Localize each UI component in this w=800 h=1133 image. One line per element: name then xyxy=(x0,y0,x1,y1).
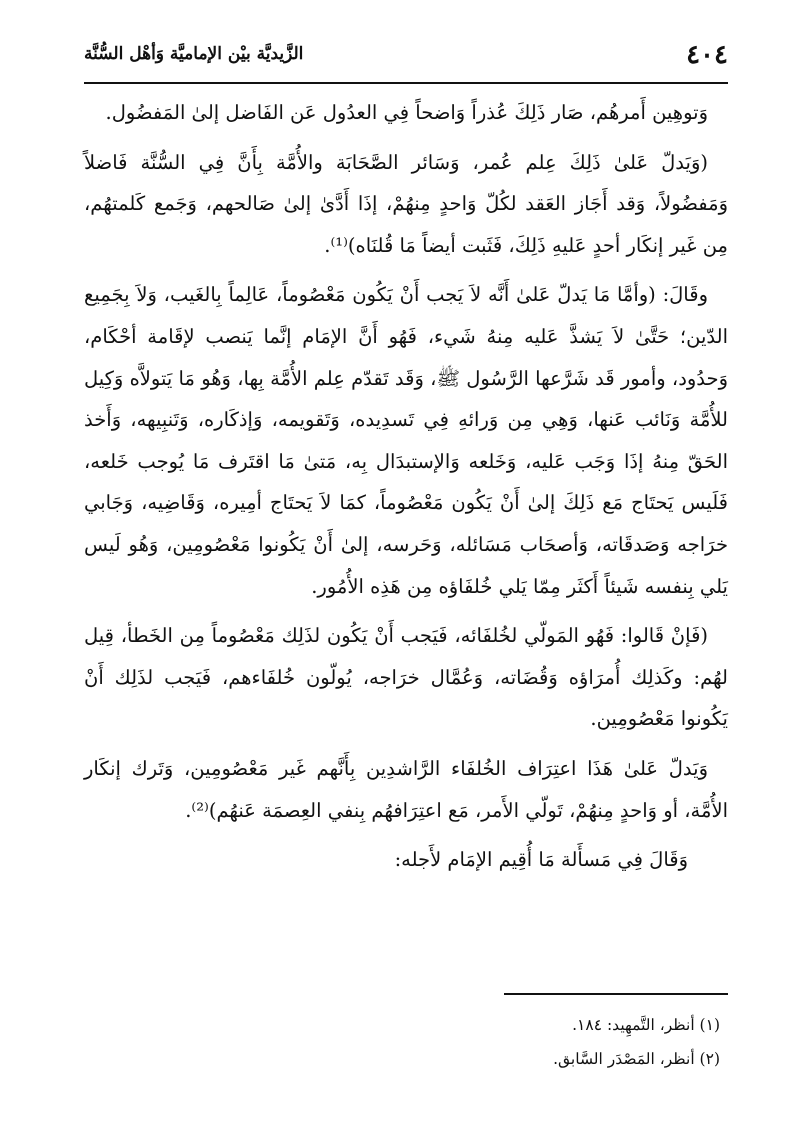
paragraph: (فَإنْ قَالوا: فَهُو المَولّي لخُلفَائه، فَيَجب أَنْ يَكُون لذَلِك مَعْصُوماً مِن الخَطأ، قِيل لهُم: وكَذلِك أُمرَاؤه وَقُضَاته، وَعُمَّال خرَاجه، يُولّون خُلفَاءهم، فَيَجب لذَلِك أَنْ يَكُونوا مَعْصُومِين. xyxy=(84,624,728,731)
paragraph: وَقَالَ فِي مَسأَلة مَا أُقِيم الإمَام لأَجله: xyxy=(394,848,688,872)
footnote: (١) أنظر، التَّمهِيد: ١٨٤. xyxy=(572,1016,720,1034)
page-number: ٤٠٤ xyxy=(686,40,728,70)
footnotes xyxy=(84,1008,720,1076)
paragraph: (وَيَدلّ عَلىٰ ذَلِكَ عِلم عُمر، وَسَائر الصَّحَابَة والأُمَّة بِأَنَّ فِي السُّنَّة فَاضلاً وَمَفضُولاً، وَقد أَجَاز العَقد لكُلّ وَاحدٍ مِنهُمْ، إذَا أَدَّىٰ إلىٰ صَالحهم، وَجَمع كَلمتهُم، مِن غَير إنكَار أحدٍ عَليهِ ذَلِكَ، فَثَبت أيضاً مَا قُلنَاه)⁽¹⁾. xyxy=(84,150,728,257)
running-title: الزَّيديَّة بيْن الإماميَّة وَأهْل السُّنَّة xyxy=(84,44,304,64)
paragraph: وَيَدلّ عَلىٰ هَذَا اعتِرَاف الخُلفَاء الرَّاشدِين بِأَنَّهم غَير مَعْصُومِين، وَتَرك إنكَار الأُمَّة، أو وَاحدٍ مِنهُمْ، تَولّي الأَمر، مَع اعتِرَافهُم بِنفي العِصمَة عَنهُم)⁽²⁾. xyxy=(84,756,728,822)
footnote: (٢) أنظر، المَصْدَر السَّابق. xyxy=(553,1050,720,1068)
page-header xyxy=(84,36,728,84)
paragraph: وقَالَ: (وأمَّا مَا يَدلّ عَلىٰ أَنَّه لاَ يَجب أَنْ يَكُون مَعْصُوماً، عَالِماً بِالغَيب، وَلاَ بِجَمِيع الدّين؛ حَتَّىٰ لاَ يَشذَّ عَليه مِنهُ شَيء، فَهُو أَنَّ الإمَام إنَّما يَنصب لإقَامة أحْكَام، وَحدُود، وأمور قَد شَرَّعها الرَّسُول ﷺ، وَقَد تَقدّم عِلم الأُمَّة بِها، وَهُو مَا يَتولاَّه وَكِيل للأُمَّة وَنَائب عَنها، وَهِي مِن وَرائهِ فِي تَسدِيده، وَتَقويمه، وَإذكَاره، وَتَنبِيهه، وَأَخذ الحَقّ مِنهُ إذَا وَجَب عَليه، وَخَلعه وَالإستبدَال بِه، مَتىٰ مَا اقتَرف مَا يُوجب خَلعه، فَلَيس يَحتَاج مَع ذَلِكَ إلىٰ أَنْ يَكُون مَعْصُوماً، كمَا لاَ يَحتَاج أمِيره، وَقَاضِيه، وَجَابي خرَاجه وَصَدقَاته، وَأصحَاب مَسَائله، وَحَرسه، إلىٰ أَنْ يَكُونوا مَعْصُومِين، وَهُو لَيس يَلي بِنفسه شَيئاً أَكثَر مِمّا يَلي خُلفَاؤه مِن هَذِه الأُمُور. xyxy=(84,283,728,598)
footnote-separator xyxy=(504,993,728,995)
main-text xyxy=(84,92,728,889)
paragraph: وَتوهِين أَمرهُم، صَار ذَلِكَ عُذراً وَاضحاً فِي العدُول عَن الفَاضل إلىٰ المَفضُول. xyxy=(105,101,708,124)
